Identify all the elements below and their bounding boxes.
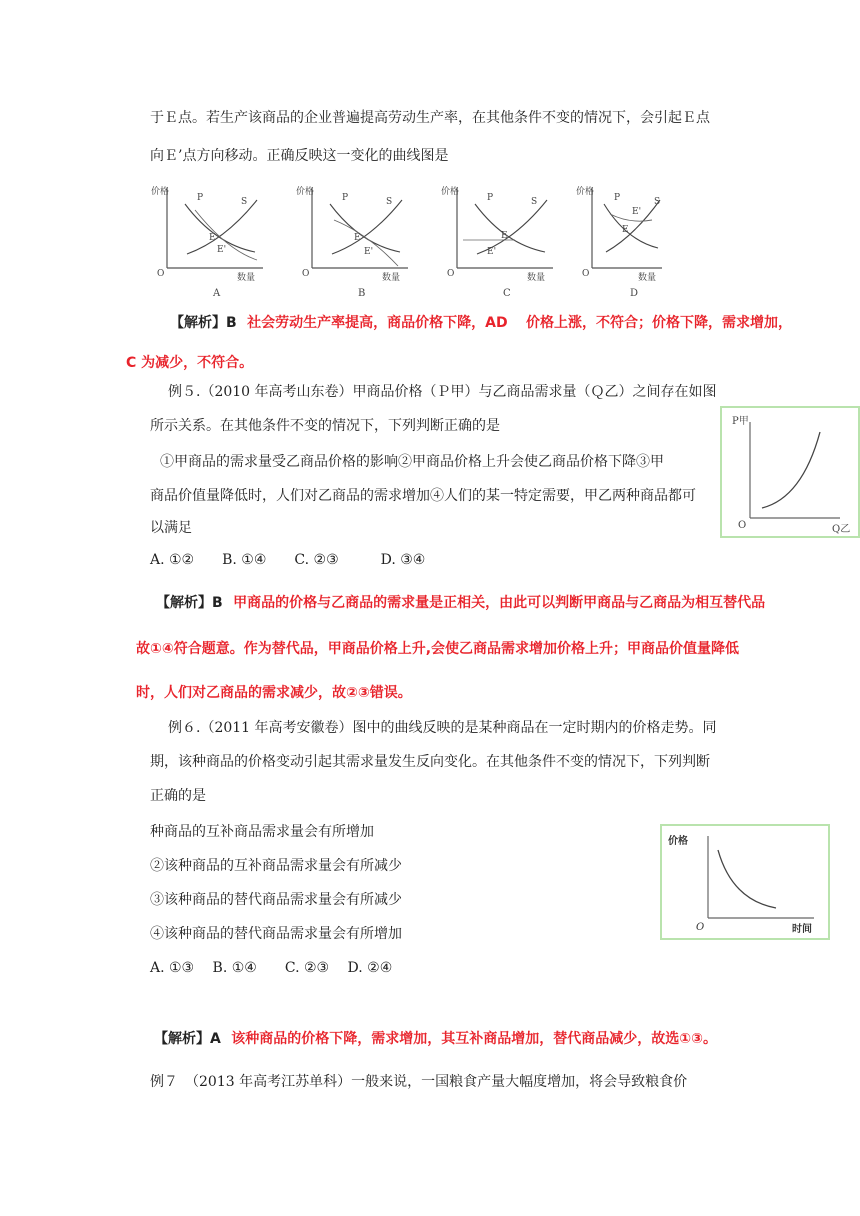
graph-d-letter: D	[630, 288, 639, 299]
graph-b-s: S	[386, 197, 393, 207]
ex6-line-1: 例６.（2011 年高考安徽卷）图中的曲线反映的是某种商品在一定时期内的价格走势。同	[168, 720, 717, 736]
graph-c-ylabel: 价格	[441, 187, 460, 197]
answer-3-row	[154, 1028, 717, 1050]
graph-a-e: E	[209, 233, 216, 243]
graph-c-s: S	[531, 197, 538, 207]
ex5-graph	[720, 406, 860, 538]
graph-b-origin: O	[302, 269, 310, 279]
graph-d-ylabel: 价格	[576, 187, 595, 197]
answer-1-text-3: C 为减少，不符合。	[126, 355, 254, 371]
answer-3-text: 该种商品的价格下降，需求增加，其互补商品增加，替代商品减少，故选①③。	[231, 1031, 718, 1047]
ex5-line-5: 以满足	[150, 520, 192, 536]
graph-c-origin: O	[447, 269, 455, 279]
answer-2-tag: 【解析】B	[156, 595, 223, 611]
graph-a-s: S	[241, 197, 248, 207]
graph-d-s: S	[654, 197, 661, 207]
ex5-line-2: 所示关系。在其他条件不变的情况下，下列判断正确的是	[150, 418, 500, 434]
ex6-line-4: 种商品的互补商品需求量会有所增加	[150, 824, 374, 840]
ex5-line-3: ①甲商品的需求量受乙商品价格的影响②甲商品价格上升会使乙商品价格下降③甲	[160, 454, 664, 470]
answer-2-row-1	[156, 592, 765, 614]
ex6-line-7: ④该种商品的替代商品需求量会有所增加	[150, 926, 402, 942]
graph-a	[151, 185, 263, 299]
graph-d-p: P	[614, 193, 621, 203]
graph-c-letter: C	[503, 288, 511, 299]
answer-2-text-2: 故①④符合题意。作为替代品，甲商品价格上升,会使乙商品需求增加价格上升；甲商品价值量降低	[136, 641, 740, 657]
answer-1-row-1	[170, 312, 792, 334]
answer-1-text-1: 社会劳动生产率提高，商品价格下降，AD	[247, 315, 508, 331]
answer-2-text-3: 时，人们对乙商品的需求减少，故②③错误。	[136, 685, 412, 701]
graph-b-xlabel: 数量	[382, 273, 401, 283]
ex6-line-2: 期，该种商品的价格变动引起其需求量发生反向变化。在其他条件不变的情况下，下列判断	[150, 754, 710, 770]
answer-1-row-2	[126, 352, 253, 374]
graph-d-e2: E'	[632, 207, 642, 217]
ex6-graph-ylabel: 价格	[668, 836, 688, 847]
graph-c	[441, 185, 553, 299]
graph-d-e: E	[622, 225, 629, 235]
intro-line-2: 向Ｅ’点方向移动。正确反映这一变化的曲线图是	[150, 148, 449, 164]
ex6-line-6: ③该种商品的替代商品需求量会有所减少	[150, 892, 402, 908]
answer-2-row-2	[136, 638, 739, 660]
graph-b-p: P	[342, 193, 349, 203]
supply-demand-graphs	[145, 180, 665, 300]
ex5-graph-origin: O	[738, 520, 747, 531]
ex5-line-1: 例５.（2010 年高考山东卷）甲商品价格（Ｐ甲）与乙商品需求量（Ｑ乙）之间存在如图	[168, 384, 717, 400]
ex5-line-4: 商品价值量降低时，人们对乙商品的需求增加④人们的某一特定需要，甲乙两种商品都可	[150, 488, 696, 504]
answer-2-text-1: 甲商品的价格与乙商品的需求量是正相关，由此可以判断甲商品与乙商品为相互替代品	[233, 595, 766, 611]
graph-b	[296, 185, 408, 299]
graph-b-e2: E'	[364, 247, 374, 257]
ex6-line-5: ②该种商品的互补商品需求量会有所减少	[150, 858, 402, 874]
graph-b-e: E	[354, 233, 361, 243]
graph-d-xlabel: 数量	[638, 273, 657, 283]
ex5-graph-ylabel: P甲	[732, 416, 749, 427]
ex7-line-1: 例７ （2013 年高考江苏单科）一般来说，一国粮食产量大幅度增加，将会导致粮食价	[150, 1074, 688, 1090]
graph-b-ylabel: 价格	[296, 187, 315, 197]
graph-a-origin: O	[157, 269, 165, 279]
ex6-options: A. ①③ B. ①④ C. ②③ D. ②④	[150, 960, 393, 976]
ex5-graph-xlabel: Q乙	[832, 524, 851, 535]
answer-1-text-2: 价格上涨，不符合；价格下降，需求增加，	[526, 315, 793, 331]
ex5-options: A. ①② B. ①④ C. ②③ D. ③④	[150, 552, 426, 568]
graph-c-e: E	[501, 231, 508, 241]
graph-c-e2: E'	[487, 247, 497, 257]
ex6-graph	[660, 824, 830, 940]
answer-1-tag: 【解析】B	[170, 315, 237, 331]
graph-a-letter: A	[213, 288, 221, 299]
graph-a-ylabel: 价格	[151, 187, 170, 197]
ex6-graph-origin: O	[696, 922, 705, 933]
graph-d-origin: O	[582, 269, 590, 279]
graph-b-letter: B	[358, 288, 366, 299]
graph-c-xlabel: 数量	[527, 273, 546, 283]
graph-a-xlabel: 数量	[237, 273, 256, 283]
answer-3-tag: 【解析】A	[154, 1031, 221, 1047]
graph-a-e2: E'	[217, 245, 227, 255]
ex6-graph-xlabel: 时间	[792, 924, 812, 935]
graph-a-p: P	[197, 193, 204, 203]
ex6-line-3: 正确的是	[150, 788, 206, 804]
graph-c-p: P	[487, 193, 494, 203]
answer-2-row-3	[136, 682, 412, 704]
graph-d	[576, 185, 662, 299]
intro-line-1: 于Ｅ点。若生产该商品的企业普遍提高劳动生产率，在其他条件不变的情况下，会引起Ｅ点	[150, 110, 710, 126]
